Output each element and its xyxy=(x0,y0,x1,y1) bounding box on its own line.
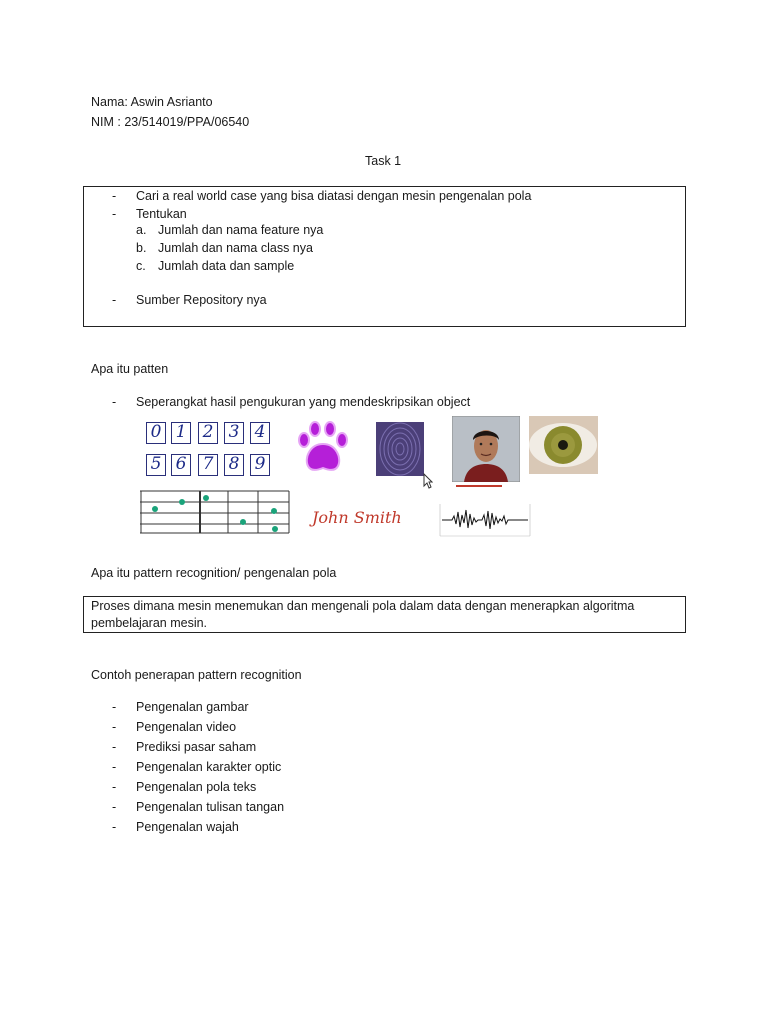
task-item: Tentukan xyxy=(136,207,187,221)
task-subitem: Jumlah dan nama feature nya xyxy=(158,223,324,237)
task-subitem: Jumlah dan nama class nya xyxy=(158,241,313,255)
example-item: Pengenalan gambar xyxy=(136,700,249,714)
digit-cell: 1 xyxy=(171,422,191,444)
task-subitem-marker: b. xyxy=(136,241,147,255)
example-bullet: - xyxy=(112,700,117,714)
example-bullet: - xyxy=(112,800,117,814)
example-bullet: - xyxy=(112,780,117,794)
music-staff-image xyxy=(140,489,290,535)
definition-text: Proses dimana mesin menemukan dan mengenali pola dalam data dengan menerapkan algoritma xyxy=(91,599,635,613)
student-nim: NIM : 23/514019/PPA/06540 xyxy=(91,115,250,129)
handwritten-digits-image xyxy=(136,414,276,484)
task-bullet: - xyxy=(112,207,117,221)
task-bullet: - xyxy=(112,293,117,307)
examples-heading: Contoh penerapan pattern recognition xyxy=(91,668,302,682)
recognition-heading: Apa itu pattern recognition/ pengenalan pola xyxy=(91,566,337,580)
pattern-definition: Seperangkat hasil pengukuran yang mendeskripsikan object xyxy=(136,395,471,409)
digit-cell: 0 xyxy=(146,422,166,444)
pattern-bullet: - xyxy=(112,395,117,409)
example-item: Pengenalan video xyxy=(136,720,237,734)
example-bullet: - xyxy=(112,720,117,734)
pattern-heading: Apa itu patten xyxy=(91,362,169,376)
waveform-image xyxy=(438,500,532,542)
task-item: Sumber Repository nya xyxy=(136,293,267,307)
definition-text: pembelajaran mesin. xyxy=(91,616,208,630)
example-bullet: - xyxy=(112,820,117,834)
digit-cell: 5 xyxy=(146,454,166,476)
example-bullet: - xyxy=(112,740,117,754)
task-subitem-marker: c. xyxy=(136,259,146,273)
digit-cell: 8 xyxy=(224,454,244,476)
student-name: Nama: Aswin Asrianto xyxy=(91,95,213,109)
example-item: Pengenalan tulisan tangan xyxy=(136,800,285,814)
task-title: Task 1 xyxy=(365,154,402,168)
paw-print-icon xyxy=(296,420,350,476)
task-subitem: Jumlah data dan sample xyxy=(158,259,295,273)
digit-cell: 7 xyxy=(198,454,218,476)
signature-image: John Smith xyxy=(312,508,402,527)
digit-cell: 6 xyxy=(171,454,191,476)
task-subitem-marker: a. xyxy=(136,223,147,237)
face-underline xyxy=(456,485,502,487)
example-item: Pengenalan pola teks xyxy=(136,780,257,794)
example-item: Pengenalan karakter optic xyxy=(136,760,282,774)
fingerprint-image xyxy=(376,422,424,476)
digit-cell: 2 xyxy=(198,422,218,444)
digit-cell: 3 xyxy=(224,422,244,444)
mouse-cursor-icon xyxy=(423,473,433,489)
face-photo xyxy=(452,416,520,482)
example-item: Pengenalan wajah xyxy=(136,820,239,834)
task-item: Cari a real world case yang bisa diatasi dengan mesin pengenalan pola xyxy=(136,189,532,203)
digit-cell: 4 xyxy=(250,422,270,444)
digit-cell: 9 xyxy=(250,454,270,476)
example-item: Prediksi pasar saham xyxy=(136,740,257,754)
iris-image xyxy=(529,416,598,474)
task-bullet: - xyxy=(112,189,117,203)
example-bullet: - xyxy=(112,760,117,774)
